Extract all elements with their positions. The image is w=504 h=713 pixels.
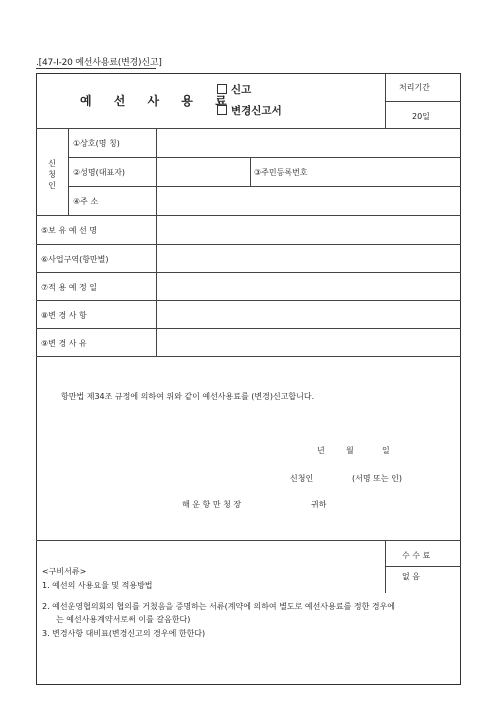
business-area-field[interactable]: [157, 245, 460, 271]
divider-row8: [36, 356, 461, 357]
divider-documents: [36, 540, 461, 541]
change-reason-field[interactable]: [157, 329, 460, 355]
divider-v-processing: [385, 73, 386, 128]
resident-number-label: ③주민등록번호: [254, 168, 308, 177]
divider-processing: [385, 101, 461, 102]
declaration-statement: 항만법 제34조 규정에 의하여 위와 같이 예선사용료를 (변경)신고합니다.: [61, 392, 315, 401]
effective-date-field[interactable]: [157, 273, 460, 299]
tugboat-name-label: ⑤보 유 예 선 명: [41, 226, 97, 235]
change-items-label: ⑧변 경 사 항: [41, 311, 87, 320]
resident-number-field[interactable]: [340, 158, 460, 185]
divider-v-applicant: [68, 128, 69, 215]
tugboat-name-field[interactable]: [157, 216, 460, 243]
document-item-3: 3. 변경사항 대비표(변경신고의 경우에 한한다): [42, 629, 206, 638]
fee-label: 수 수 료: [402, 551, 431, 560]
document-item-2: 2. 예선운영협의회의 협의를 거쳤음을 증명하는 서류(계약에 의하여 별도로 예선사용료를 정한 경우에: [42, 602, 396, 611]
business-area-label: ⑥사업구역(항만별): [41, 255, 109, 264]
fee-value: 없 음: [402, 572, 420, 581]
option-change-report[interactable]: 변경신고서: [217, 103, 282, 118]
honorific: 귀하: [311, 500, 327, 509]
date-month-label: 월: [346, 446, 354, 455]
business-name-label: ①상호(명 칭): [73, 139, 120, 148]
form-title: 예 선 사 용 료: [80, 94, 236, 108]
checkbox-icon[interactable]: [217, 84, 227, 94]
applicant-signature-label: 신청인: [290, 474, 314, 483]
checkbox-icon[interactable]: [217, 105, 227, 115]
representative-name-label: ②성명(대표자): [73, 168, 126, 177]
change-items-field[interactable]: [157, 301, 460, 327]
date-day-label: 일: [382, 446, 390, 455]
effective-date-label: ⑦적 용 예 정 일: [41, 283, 97, 292]
form-reference: .[47-Ⅰ-20 예선사용료(변경)신고]: [36, 58, 162, 68]
documents-heading: <구비서류>: [42, 567, 87, 576]
signature-note: (서명 또는 인): [352, 474, 402, 483]
date-year-label: 년: [317, 446, 325, 455]
divider-v-fee: [385, 540, 386, 593]
representative-name-field[interactable]: [157, 158, 249, 185]
applicant-section-label: 신 청 인: [48, 159, 56, 190]
reference-underline: [36, 68, 156, 69]
document-item-1: 1. 예선의 사용요율 및 적용방법: [42, 581, 153, 590]
address-label: ④주 소: [73, 197, 99, 206]
address-field[interactable]: [157, 187, 460, 214]
processing-period-value: 20일: [412, 112, 430, 121]
option-report[interactable]: 신고: [217, 82, 251, 97]
business-name-field[interactable]: [157, 129, 460, 156]
document-item-2-cont: 는 예선사용계약서로써 이를 갈음한다): [56, 615, 191, 624]
processing-period-label: 처리기간: [399, 83, 430, 92]
divider-fee: [385, 566, 461, 567]
divider-v-name: [250, 157, 251, 186]
addressee: 해 운 항 만 청 장: [182, 500, 242, 509]
change-reason-label: ⑨변 경 사 유: [41, 339, 87, 348]
